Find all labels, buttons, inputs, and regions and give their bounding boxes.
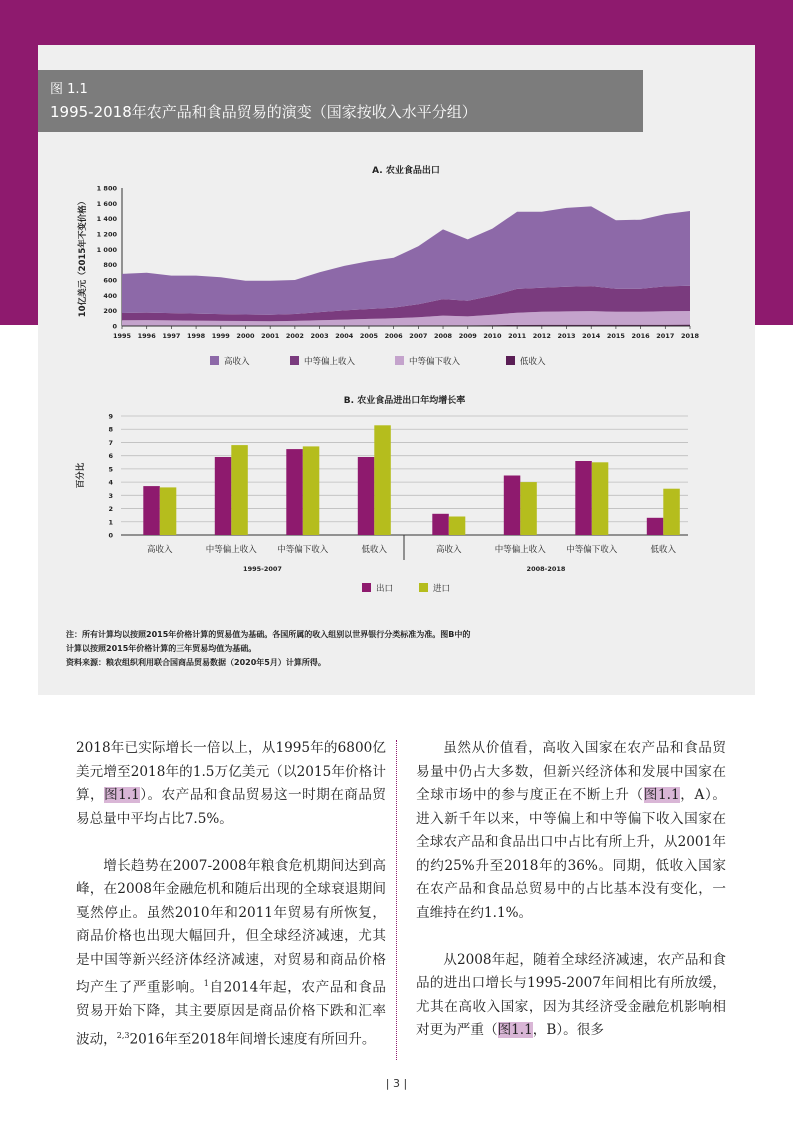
figure-header [38,70,643,132]
chart-b-y-axis-label: 百分比 [76,462,86,489]
x-tick-label: 2007 [409,332,428,340]
paragraph [76,737,386,831]
x-tick-label: 2015 [606,332,625,340]
y-tick-label: 400 [103,291,117,300]
y-tick-label: 6 [108,452,113,461]
y-tick-label: 1 [108,518,113,527]
y-tick-label: 4 [108,478,113,487]
source-line: 资料来源：粮农组织利用联合国商品贸易数据（2020年5月）计算所得。 [66,658,326,667]
x-tick-label: 2009 [458,332,477,340]
legend-swatch-中等偏下收入 [395,356,404,365]
legend-label-中等偏上收入: 中等偏上收入 [304,357,356,367]
x-tick-label: 2012 [532,332,551,340]
group-label: 1995-2007 [243,565,282,573]
category-label: 高收入 [146,545,173,555]
top-color-band [0,0,793,45]
paragraph [416,949,726,1043]
legend-swatch-中等偏上收入 [290,356,299,365]
x-tick-label: 2008 [433,332,453,340]
figure-number: 图 1.1 [50,82,88,97]
x-tick-label: 2006 [384,332,403,340]
figure-reference-link[interactable]: 图1.1 [104,787,140,803]
y-tick-label: 0 [112,322,117,331]
bar-进口 [663,489,680,535]
legend-swatch-低收入 [506,356,515,365]
legend-label-出口: 出口 [376,584,394,594]
body-column-right [416,737,726,1066]
y-tick-label: 9 [108,412,113,421]
x-tick-label: 2014 [582,332,601,340]
chart-a-export-area [60,155,720,375]
legend-swatch-高收入 [210,356,219,365]
y-tick-label: 1 400 [96,215,117,224]
legend-label-中等偏下收入: 中等偏下收入 [409,357,461,367]
bar-出口 [575,461,592,535]
x-tick-label: 1996 [137,332,156,340]
figure-reference-link[interactable]: 图1.1 [497,1022,533,1038]
legend-label-进口: 进口 [433,584,451,594]
paragraph [76,855,386,1052]
y-tick-label: 7 [108,438,113,447]
category-label: 中等偏上收入 [205,545,257,555]
figure-title: 1995-2018年农产品和食品贸易的演变（国家按收入水平分组） [50,103,477,121]
x-tick-label: 1999 [211,332,230,340]
y-tick-label: 200 [103,307,117,316]
x-tick-label: 2004 [335,332,354,340]
group-label: 2008-2018 [526,565,566,573]
y-tick-label: 1 000 [96,245,117,254]
y-tick-label: 2 [108,505,113,514]
text-run: 2016年至2018年间增长速度有所回升。 [129,1031,376,1048]
bar-出口 [215,457,232,535]
x-tick-label: 2003 [310,332,329,340]
bar-进口 [592,462,609,535]
left-color-band [0,45,38,325]
text-run: ，A）。进入新千年以来，中等偏上和中等偏下收入国家在全球农产品和食品出口中占比有所上升，从2001年的约25%升至2018年的36%。同期，低收入国家在农产品和食品总贸易中的占比基本没有变化，一直维持在约1.1%。 [416,787,726,921]
paragraph [416,737,726,925]
bar-进口 [231,445,248,535]
text-run: 从2008年起，随着全球经济减速，农产品和食品的进出口增长与1995-2007年间相比有所放缓，尤其在高收入国家，因为其经济受金融危机影响相对更为严重（ [416,951,726,1038]
y-tick-label: 0 [108,531,113,540]
x-tick-label: 2005 [359,332,379,340]
y-tick-label: 1 600 [96,199,117,208]
x-tick-label: 2000 [236,332,255,340]
text-run: ）。农产品和食品贸易这一时期在商品贸易总量中平均占比7.5%。 [76,787,387,827]
text-run: 增长趋势在2007-2008年粮食危机期间达到高峰，在2008年金融危机和随后出现的全球衰退期间戛然停止。虽然2010年和2011年贸易有所恢复，商品价格也出现大幅回升，但全球经济减速，尤其是中国等新兴经济体经济减速，对贸易和商品价格均产生了严重影响。 [76,857,386,996]
note-line-1: 注：所有计算均以按照2015年价格计算的贸易值为基础。各国所属的收入组别以世界银行分类标准为准。图B中的 [66,630,471,639]
category-label: 中等偏下收入 [566,545,618,555]
category-label: 低收入 [361,545,388,555]
note-line-2: 计算以按照2015年价格计算的三年贸易均值为基础。 [66,644,257,653]
category-label: 高收入 [435,545,462,555]
y-tick-label: 1 800 [96,184,117,193]
x-tick-label: 1997 [162,332,181,340]
x-tick-label: 2002 [285,332,304,340]
y-tick-label: 1 200 [96,230,117,239]
bar-进口 [303,446,320,535]
y-tick-label: 3 [108,491,113,500]
chart-a-y-axis-label: 10亿美元（2015年不变价格） [78,196,88,318]
column-divider [396,740,397,1060]
text-run: 虽然从价值看，高收入国家在农产品和食品贸易量中仍占大多数，但新兴经济体和发展中国家在全球市场中的参与度正在不断上升（ [416,740,726,803]
text-run: ，B）。很多 [532,1022,604,1038]
bar-出口 [432,514,449,535]
x-tick-label: 2011 [508,332,527,340]
footnote-marker[interactable]: 2,3 [116,1030,130,1040]
legend-swatch-进口 [419,583,428,592]
x-tick-label: 2017 [656,332,675,340]
legend-label-高收入: 高收入 [224,357,250,367]
category-label: 中等偏下收入 [277,545,329,555]
bar-进口 [374,425,391,535]
page-number: | 3 | [385,1077,408,1090]
y-tick-label: 800 [103,261,117,270]
chart-b-title: B. 农业食品进出口年均增长率 [343,396,466,406]
legend-label-低收入: 低收入 [520,357,546,367]
bar-出口 [143,486,160,535]
bar-出口 [286,449,303,535]
x-tick-label: 1998 [187,332,206,340]
bar-出口 [358,457,375,535]
chart-a-title: A. 农业食品出口 [372,166,440,176]
bar-进口 [449,517,466,536]
footnote-marker[interactable]: 1 [203,979,209,988]
body-column-left [76,737,386,1075]
y-tick-label: 8 [108,425,113,434]
bar-进口 [520,482,537,535]
x-tick-label: 2018 [680,332,700,340]
y-tick-label: 5 [108,465,113,474]
figure-reference-link[interactable]: 图1.1 [643,787,680,803]
bar-出口 [504,476,521,536]
category-label: 低收入 [650,545,677,555]
text-run: 2018年已实际增长一倍以上，从1995年的6800亿美元增至2018年的1.5万亿美元（以2015年价格计算， [76,740,386,803]
x-tick-label: 1995 [112,332,132,340]
text-run: 自2014年起，农产品和食品贸易开始下降，其主要原因是商品价格下跌和汇率波动， [76,979,386,1048]
bar-出口 [647,518,664,535]
legend-swatch-出口 [362,583,371,592]
category-label: 中等偏上收入 [494,545,546,555]
page-number-value: 3 [393,1077,400,1090]
x-tick-label: 2016 [631,332,650,340]
x-tick-label: 2013 [557,332,576,340]
chart-b-growth-bars [60,390,720,610]
bar-进口 [160,487,177,535]
right-color-band [755,45,793,325]
x-tick-label: 2010 [483,332,502,340]
y-tick-label: 600 [103,276,117,285]
x-tick-label: 2001 [261,332,280,340]
